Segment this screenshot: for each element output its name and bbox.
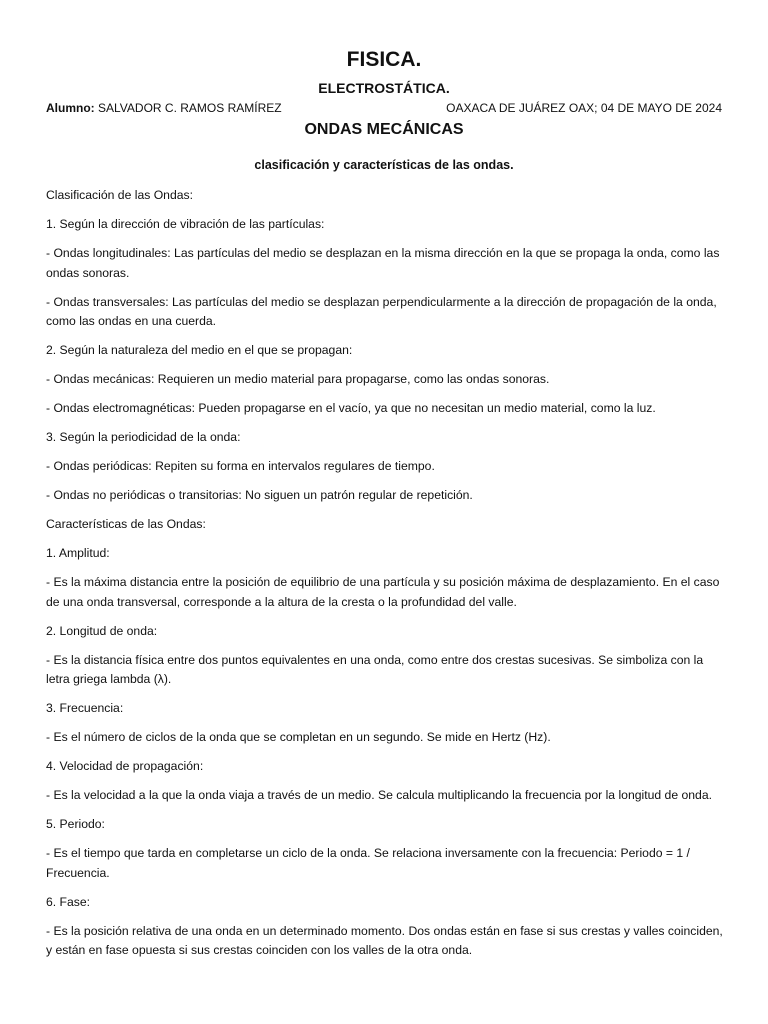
paragraph: 4. Velocidad de propagación: — [46, 759, 204, 773]
document-subject: ELECTROSTÁTICA. — [318, 80, 450, 96]
paragraph: - Ondas electromagnéticas: Pueden propagarse en el vacío, ya que no necesitan un medio material, como la luz. — [46, 401, 656, 415]
paragraph: - Es la distancia física entre dos puntos equivalentes en una onda, como entre dos crestas sucesivas. Se simboliza con la letra griega lambda (λ). — [46, 652, 704, 686]
document-body — [46, 186, 726, 970]
paragraph: 5. Periodo: — [46, 817, 105, 831]
student-label: Alumno: — [46, 101, 95, 115]
paragraph: Clasificación de las Ondas: — [46, 188, 193, 202]
header-info-row — [46, 101, 722, 115]
paragraph: - Ondas periódicas: Repiten su forma en intervalos regulares de tiempo. — [46, 459, 435, 473]
topic-heading: ONDAS MECÁNICAS — [304, 121, 464, 138]
paragraph: Características de las Ondas: — [46, 517, 206, 531]
paragraph: 6. Fase: — [46, 894, 91, 909]
place-date: OAXACA DE JUÁREZ OAX; 04 DE MAYO DE 2024 — [446, 101, 722, 115]
paragraph: - Ondas transversales: Las partículas del medio se desplazan perpendicularmente a la dirección de propagación de la onda, como las ondas en una cuerda. — [46, 294, 717, 328]
paragraph: 3. Frecuencia: — [46, 701, 124, 715]
student-block — [46, 101, 282, 115]
paragraph: - Ondas longitudinales: Las partículas del medio se desplazan en la misma dirección en la que se propaga la onda, como las ondas sonoras. — [46, 246, 720, 280]
paragraph: - Ondas mecánicas: Requieren un medio material para propagarse, como las ondas sonoras. — [46, 372, 550, 386]
paragraph: 1. Amplitud: — [46, 546, 110, 560]
student-name: SALVADOR C. RAMOS RAMÍREZ — [98, 101, 282, 115]
document-title: FISICA. — [346, 48, 422, 71]
paragraph: - Es la máxima distancia entre la posición de equilibrio de una partícula y su posición máxima de desplazamiento. En el caso de una onda transversal, corresponde a la altura de la cresta o la profundidad del valle. — [46, 575, 720, 609]
paragraph: - Es el tiempo que tarda en completarse un ciclo de la onda. Se relaciona inversamente con la frecuencia: Periodo = 1 / Frecuencia. — [46, 846, 690, 880]
paragraph: - Es el número de ciclos de la onda que se completan en un segundo. Se mide en Hertz (Hz). — [46, 730, 551, 744]
paragraph: - Es la posición relativa de una onda en un determinado momento. Dos ondas están en fase si sus crestas y valles coinciden, y están en fase opuesta si sus crestas coinciden con los valles de la otra onda. — [46, 923, 723, 957]
topic-subtitle: clasificación y características de las ondas. — [254, 158, 514, 172]
paragraph: 2. Longitud de onda: — [46, 623, 158, 638]
paragraph: 1. Según la dirección de vibración de las partículas: — [46, 217, 325, 231]
paragraph: 2. Según la naturaleza del medio en el que se propagan: — [46, 343, 353, 357]
paragraph: 3. Según la periodicidad de la onda: — [46, 430, 241, 444]
paragraph: - Es la velocidad a la que la onda viaja a través de un medio. Se calcula multiplicando la frecuencia por la longitud de onda. — [46, 788, 712, 802]
paragraph: - Ondas no periódicas o transitorias: No siguen un patrón regular de repetición. — [46, 488, 473, 502]
